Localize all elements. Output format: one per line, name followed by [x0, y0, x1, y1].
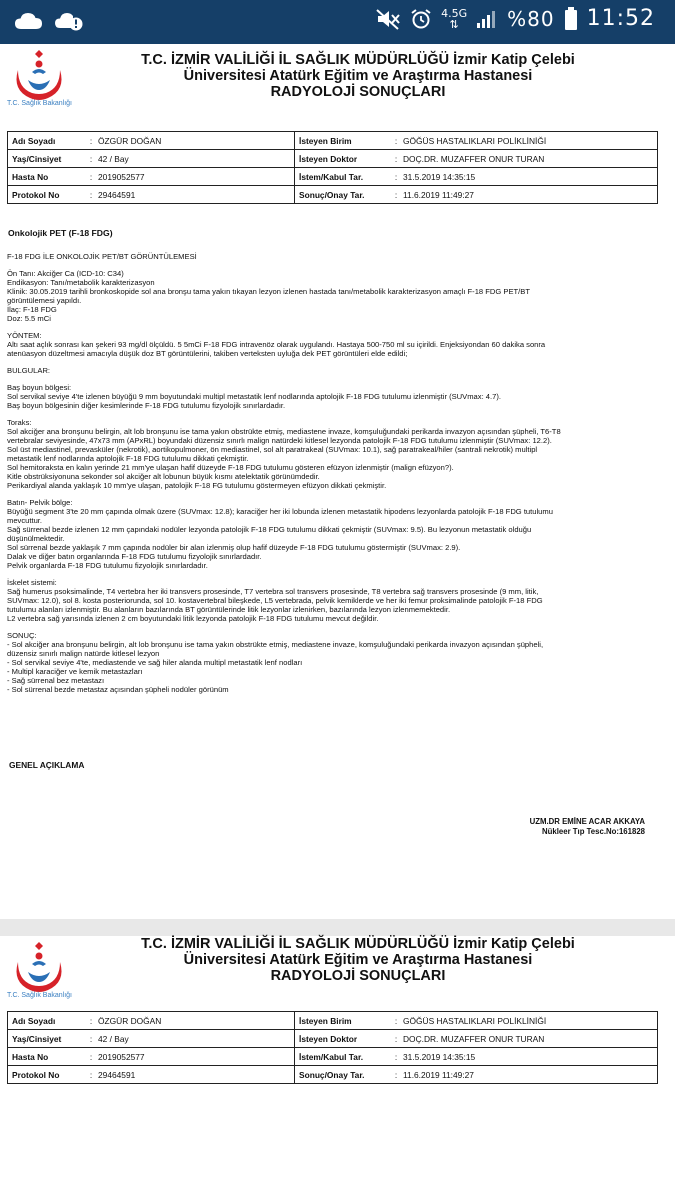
istem-label: İstem/Kabul Tar. [295, 168, 394, 186]
report-line: düşünülmektedir. [7, 534, 65, 543]
report-line: Klinik: 30.05.2019 tarihli bronkoskopide sol ana bronşu tama yakın tıkayan lezyon izlenen hastada tanı/metabolik karakterizasyon amaçlı F-18 FDG PET/BT [7, 287, 530, 296]
report-line: YÖNTEM: [7, 331, 42, 340]
mute-icon [375, 8, 401, 30]
colon: : [88, 168, 94, 186]
header-title-line3: RADYOLOJİ SONUÇLARI [270, 84, 446, 100]
battery-percent: %80 [507, 6, 555, 31]
signer-name: UZM.DR EMİNE ACAR AKKAYA [529, 817, 645, 826]
protokol-label: Protokol No [8, 186, 89, 204]
report-section [7, 331, 657, 358]
report-line: SONUÇ: [7, 631, 37, 640]
report-section [7, 366, 657, 375]
report-line: Endikasyon: Tanı/metabolik karakterizasyon [7, 278, 155, 287]
table-row [8, 1048, 658, 1066]
patient-info-table [7, 131, 658, 204]
birim-label: İsteyen Birim [295, 1012, 394, 1030]
signal-icon [476, 8, 498, 30]
age-value: 42 / Bay [94, 1030, 295, 1048]
report-line: atenüasyon düzeltmesi amacıyla düşük doz BT görüntülerini, takiben verteksten uyluğa dek PET görüntüleri elde edildi; [7, 349, 408, 358]
doktor-label: İsteyen Doktor [295, 150, 394, 168]
header-title-line2: Üniversitesi Atatürk Eğitim ve Araştırma Hastanesi [183, 952, 533, 968]
battery-icon [564, 7, 578, 31]
colon: : [88, 150, 94, 168]
report-line: Sol sürrenal bezde yaklaşık 7 mm çapında nodüler bir alan izlenmiş olup hafif düzeyde F-18 FDG tutulumu göstermiştir (SUVmax: 2.9). [7, 543, 461, 552]
header-title-line3: RADYOLOJİ SONUÇLARI [270, 968, 446, 984]
age-label: Yaş/Cinsiyet [8, 1030, 89, 1048]
data-arrows-icon: ⇅ [449, 17, 459, 31]
sonuc-value: 11.6.2019 11:49:27 [399, 1066, 658, 1084]
report-line: SUVmax: 12.0), sol 8. kosta posteriorunda, sol 10. kostavertebral bileşkede, L5 vertebrada, pelvik kemiklerde ve her iki femur proksimalinde patolojik F-18 FDG [7, 596, 543, 605]
hasta-label: Hasta No [8, 1048, 89, 1066]
signature-block [530, 817, 645, 837]
patient-name: ÖZGÜR DOĞAN [94, 1012, 295, 1030]
birim-value: GÖĞÜS HASTALIKLARI POLİKLİNİĞİ [399, 1012, 658, 1030]
report-line: İskelet sistemi: [7, 578, 57, 587]
table-row [8, 1066, 658, 1084]
header-title-line1: T.C. İZMİR VALİLİĞİ İL SAĞLIK MÜDÜRLÜĞÜ İzmir Katip Çelebi [141, 52, 575, 68]
table-row [8, 132, 658, 150]
doktor-value: DOÇ.DR. MUZAFFER ONUR TURAN [399, 1030, 658, 1048]
report-line: tutulumu alanları izlenmiştir. Bu alanların bazılarında BT görüntülerinde litik lezyonlar izlenirken, bazılarında lezyon izlenmemektedir. [7, 605, 451, 614]
colon: : [88, 132, 94, 150]
report-line: Sol akciğer ana bronşunu belirgin, alt lob bronşunu ise tama yakın obstrükte etmiş, mediastene invaze, komşuluğundaki perikarda invazyon açısından şüpheli, T6-T8 [7, 427, 561, 436]
report-line: Dalak ve diğer batın organlarında F-18 FDG tutulumu fizyolojik sınırlardadır. [7, 552, 262, 561]
page-separator [0, 919, 675, 936]
name-label: Adı Soyadı [8, 132, 89, 150]
table-row [8, 1012, 658, 1030]
report-page-2 [0, 936, 675, 1200]
report-line: görüntülemesi yapıldı. [7, 296, 82, 305]
report-section [7, 418, 657, 490]
report-line: Kitle obstrüksiyonuna sekonder sol akciğer alt lobunun büyük kısmı atelektatik görünümdedir. [7, 472, 320, 481]
colon: : [393, 1048, 399, 1066]
age-value: 42 / Bay [94, 150, 295, 168]
age-label: Yaş/Cinsiyet [8, 150, 89, 168]
report-section [7, 383, 657, 410]
report-line: Toraks: [7, 418, 32, 427]
patient-name: ÖZGÜR DOĞAN [94, 132, 295, 150]
birim-label: İsteyen Birim [295, 132, 394, 150]
colon: : [88, 1030, 94, 1048]
network-type [441, 8, 467, 30]
header-title-line2: Üniversitesi Atatürk Eğitim ve Araştırma Hastanesi [183, 68, 533, 84]
colon: : [393, 150, 399, 168]
report-line: - Multipl karaciğer ve kemik metastazları [7, 667, 143, 676]
sonuc-label: Sonuç/Onay Tar. [295, 186, 394, 204]
report-line: Sol üst mediastinel, prevasküler (nekrotik), aortikopulmoner, ön mediastinel, sol alt paratrakeal (SUVmax: 10.1), sağ paratrakeal/hiler (santrali nekrotik) multipl [7, 445, 538, 454]
table-row [8, 186, 658, 204]
colon: : [393, 132, 399, 150]
protokol-value: 29464591 [94, 186, 295, 204]
report-line: mevcuttur. [7, 516, 43, 525]
colon: : [393, 186, 399, 204]
report-line: Baş boyun bölgesi: [7, 383, 72, 392]
report-line: L2 vertebra sağ yarısında izlenen 2 cm boyutundaki litik lezyonda patolojik F-18 FDG tutulumu mevcut değildir. [7, 614, 379, 623]
report-line: F-18 FDG İLE ONKOLOJİK PET/BT GÖRÜNTÜLEMESİ [7, 252, 197, 261]
report-line: - Sol sürrenal bezde metastaz açısından şüpheli nodüler görünüm [7, 685, 229, 694]
table-row [8, 168, 658, 186]
istem-value: 31.5.2019 14:35:15 [399, 168, 658, 186]
report-line: Sağ humerus psoksimalinde, T4 vertebra her iki transvers prosesinde, T7 vertebra sol transvers prosesinde, T8 vertebra sağ transvers prosesinde (9 mm, litik, [7, 587, 539, 596]
birim-value: GÖĞÜS HASTALIKLARI POLİKLİNİĞİ [399, 132, 658, 150]
report-page-1 [0, 44, 675, 919]
sonuc-value: 11.6.2019 11:49:27 [399, 186, 658, 204]
ministry-label: T.C. Sağlık Bakanlığı [7, 100, 72, 107]
report-line: BULGULAR: [7, 366, 51, 375]
protokol-value: 29464591 [94, 1066, 295, 1084]
istem-label: İstem/Kabul Tar. [295, 1048, 394, 1066]
report-line: Baş boyun bölgesinin diğer kesimlerinde F-18 FDG tutulumu fizyolojik sınırlardadır. [7, 401, 286, 410]
cloud-alert-icon [54, 10, 84, 32]
report-body [7, 252, 657, 702]
report-line: Perikardiyal alanda yaklaşık 10 mm'ye ulaşan, patolojik F-18 FG tutulumu göstermeyen efüzyon dikkati çekmiştir. [7, 481, 387, 490]
hasta-value: 2019052577 [94, 168, 295, 186]
ministry-label: T.C. Sağlık Bakanlığı [7, 992, 72, 999]
report-line: düzensiz sınırlı malign natürde kitlesel lezyon [7, 649, 160, 658]
table-row [8, 150, 658, 168]
istem-value: 31.5.2019 14:35:15 [399, 1048, 658, 1066]
report-line: İlaç: F-18 FDG [7, 305, 57, 314]
report-line: Altı saat açlık sonrası kan şekeri 93 mg/dl ölçüldü. 5 5mCi F-18 FDG intravenöz olarak uygulandı. Hastaya 500-750 ml su içirildi. Enjeksiyondan 60 dakika sonra [7, 340, 546, 349]
report-line: - Sol akciğer ana bronşunu belirgin, alt lob bronşunu ise tama yakın obstrükte etmiş, mediastene invaze, komşuluğundaki perikarda invazyon açısından şüpheli, [7, 640, 544, 649]
table-row [8, 1030, 658, 1048]
colon: : [393, 1030, 399, 1048]
report-section [7, 631, 657, 694]
general-notes-heading: GENEL AÇIKLAMA [9, 760, 85, 770]
report-section [7, 578, 657, 623]
report-line: metastatik lenf nodlarında aptolojik F-18 FDG tutulumu dikkati çekmiştir. [7, 454, 249, 463]
network-label: 4.5G [441, 6, 468, 20]
report-line: vertebralar seviyesinde, 47x73 mm (APxRL) boyundaki düzensiz sınırlı malign natürdeki kitlesel lezyonda patolojik F-18 FDG tutulumu izlenmiştir (SUVmax: 12.2). [7, 436, 552, 445]
name-label: Adı Soyadı [8, 1012, 89, 1030]
hasta-label: Hasta No [8, 168, 89, 186]
report-line: Doz: 5.5 mCi [7, 314, 51, 323]
colon: : [393, 1012, 399, 1030]
patient-info-table [7, 1011, 658, 1084]
colon: : [88, 186, 94, 204]
report-line: - Sağ sürrenal bez metastazı [7, 676, 105, 685]
colon: : [393, 1066, 399, 1084]
header-title-line1: T.C. İZMİR VALİLİĞİ İL SAĞLIK MÜDÜRLÜĞÜ İzmir Katip Çelebi [141, 936, 575, 952]
protokol-label: Protokol No [8, 1066, 89, 1084]
alarm-icon [410, 8, 432, 30]
report-section [7, 252, 657, 261]
report-line: Ön Tanı: Akciğer Ca (ICD-10: C34) [7, 269, 124, 278]
sonuc-label: Sonuç/Onay Tar. [295, 1066, 394, 1084]
report-section [7, 498, 657, 570]
report-line: Sol servikal seviye 4'te izlenen büyüğü 9 mm boyutundaki multipl metastatik lenf nodlarında aptolojik F-18 FDG tutulumu izlenmiştir (SUVmax: 4.7). [7, 392, 501, 401]
colon: : [88, 1066, 94, 1084]
report-line: Sağ sürrenal bezde izlenen 12 mm çapındaki nodüler lezyonda patolojik F-18 FDG tutulumu dikkati çekmiştir (SUVmax: 9.5). Bu lezyonun metastatik olduğu [7, 525, 532, 534]
report-section [7, 269, 657, 323]
status-bar [0, 0, 675, 44]
cloud-icon [14, 11, 44, 31]
clock: 11:52 [586, 6, 655, 31]
report-line: Pelvik organlarda F-18 FDG tutulumu fizyolojik sınırlardadır. [7, 561, 208, 570]
report-line: - Sol servikal seviye 4'te, mediastende ve sağ hiler alanda multipl metastatik lenf nodları [7, 658, 303, 667]
report-line: Büyüğü segment 3'te 20 mm çapında olmak üzere (SUVmax: 12.8); karaciğer her iki lobunda izlenen metastatik hipodens lezyonlarda patolojik F-18 FDG tutulumu [7, 507, 553, 516]
colon: : [88, 1048, 94, 1066]
exam-title: Onkolojik PET (F-18 FDG) [8, 228, 113, 238]
report-line: Batın- Pelvik bölge: [7, 498, 73, 507]
colon: : [88, 1012, 94, 1030]
report-line: Sol hemitorakstа en kalın yerinde 21 mm'ye ulaşan hafif düzeyde F-18 FDG tutulumu gösteren efüzyon izlenmiştir (malign efüzyon?). [7, 463, 454, 472]
doktor-value: DOÇ.DR. MUZAFFER ONUR TURAN [399, 150, 658, 168]
doktor-label: İsteyen Doktor [295, 1030, 394, 1048]
hasta-value: 2019052577 [94, 1048, 295, 1066]
signer-title: Nükleer Tıp Tesc.No:161828 [542, 827, 645, 836]
colon: : [393, 168, 399, 186]
